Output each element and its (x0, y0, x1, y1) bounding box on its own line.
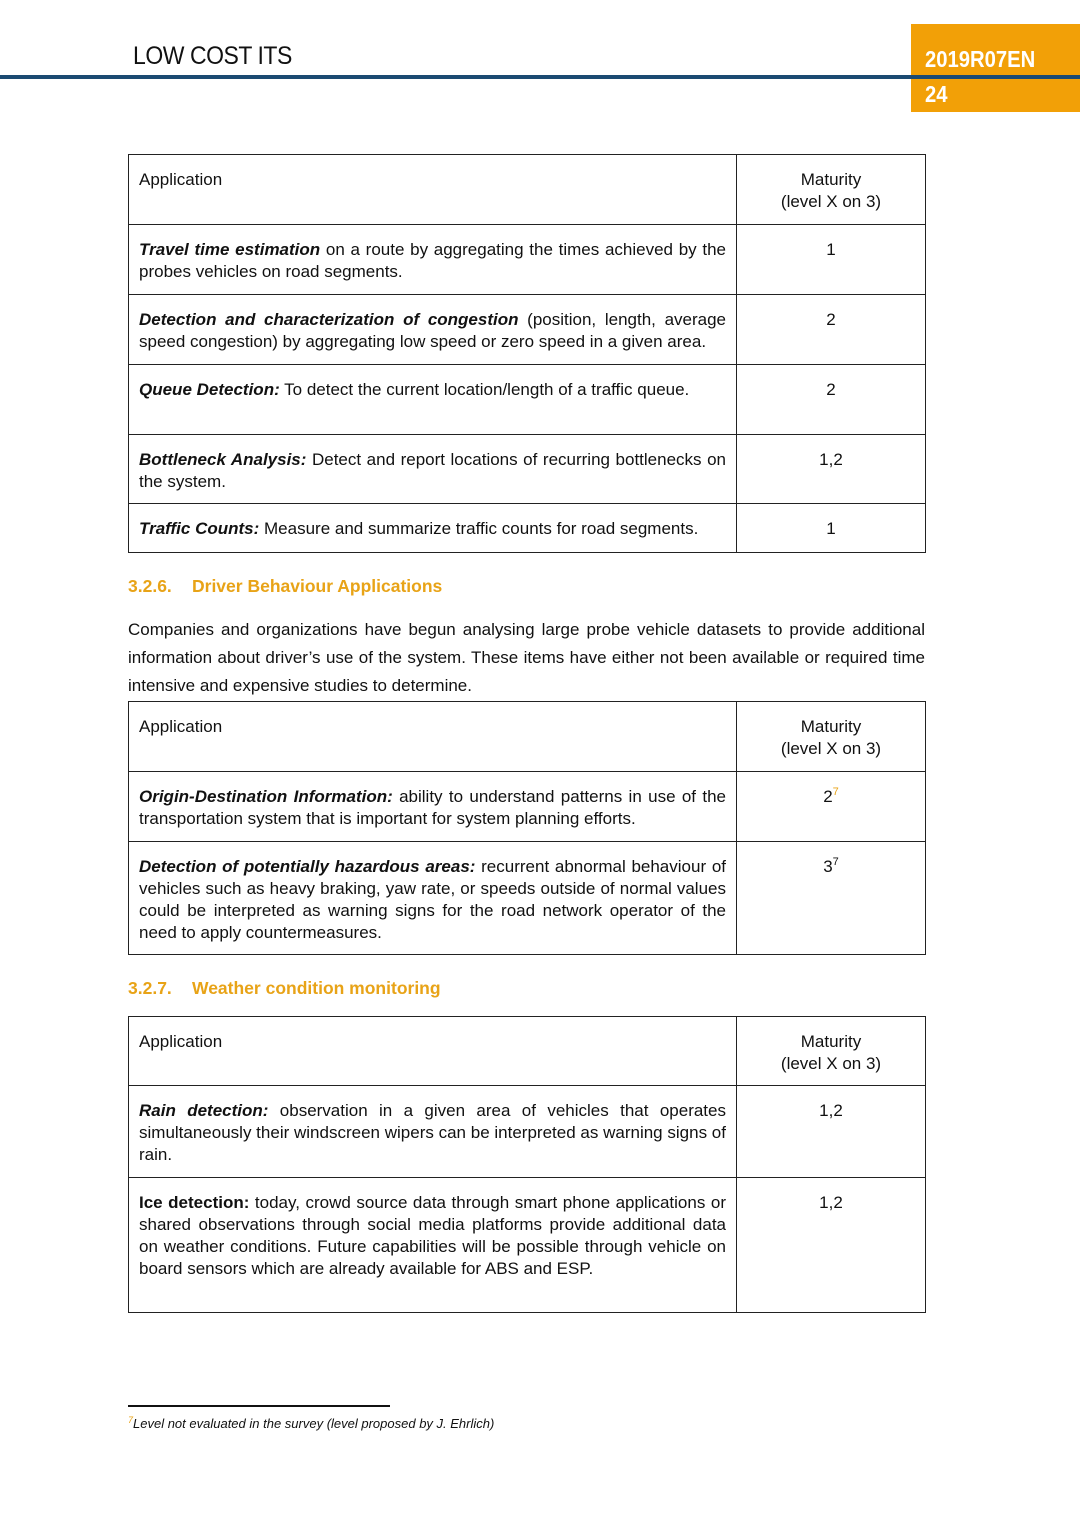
table-row (129, 435, 926, 504)
application-description: on a route by aggregating the times achieved by the probes vehicles on road segments. (139, 240, 726, 281)
application-name: Rain detection: (139, 1101, 269, 1120)
maturity-value: 3 (823, 857, 833, 876)
column-header-application: Application (129, 155, 737, 225)
driver-behaviour-table (128, 701, 926, 955)
table-header-row (129, 155, 926, 225)
maturity-scale-label: (level X on 3) (780, 1054, 882, 1073)
footnote-reference[interactable]: 7 (832, 856, 839, 868)
application-description: today, crowd source data through smart phone applications or shared observations through social media platforms provide additional data on weather conditions. Future capabilities will be possible through vehicle on board sensors which are already available for ABS and ESP. (139, 1193, 726, 1278)
table-row (129, 842, 926, 955)
table-row (129, 225, 926, 295)
application-name: Travel time estimation (139, 240, 321, 259)
column-header-application: Application (129, 702, 737, 772)
footnote (128, 1416, 494, 1431)
section-number: 3.2.7. (128, 978, 172, 998)
application-description: recurrent abnormal behaviour of vehicles such as heavy braking, yaw rate, or speeds outside of normal values could be interpreted as warning signs for the road network operator of the need to apply countermeasures. (139, 857, 726, 942)
column-header-maturity (737, 1017, 926, 1086)
table-row (129, 504, 926, 553)
weather-monitoring-table (128, 1016, 926, 1313)
maturity-scale-label: (level X on 3) (780, 192, 882, 211)
application-name: Traffic Counts: (139, 519, 260, 538)
section-paragraph: Companies and organizations have begun analysing large probe vehicle datasets to provide additional information about driver’s use of the system. These items have either not been available or required time intensive and expensive studies to determine. (128, 620, 925, 695)
table-header-row (129, 702, 926, 772)
application-description: To detect the current location/length of a traffic queue. (279, 380, 690, 399)
application-cell (129, 1178, 737, 1313)
maturity-cell: 2 (737, 365, 926, 435)
table-row (129, 1178, 926, 1313)
section-title: Driver Behaviour Applications (192, 576, 443, 596)
section-number: 3.2.6. (128, 576, 172, 596)
maturity-value: 2 (823, 787, 833, 806)
table-row (129, 365, 926, 435)
header-rule (0, 75, 1080, 79)
maturity-cell: 1 (737, 504, 926, 553)
document-code: 2019R07EN (925, 46, 1036, 72)
table-row (129, 1086, 926, 1178)
footnote-marker: 7 (128, 1415, 134, 1425)
maturity-label: Maturity (800, 1032, 862, 1051)
page-number: 24 (925, 81, 948, 107)
maturity-label: Maturity (800, 717, 862, 736)
maturity-scale-label: (level X on 3) (780, 739, 882, 758)
application-description: observation in a given area of vehicles that operates simultaneously their windscreen wipers can be interpreted as warning signs of rain. (139, 1101, 726, 1164)
application-name: Origin-Destination Information: (139, 787, 393, 806)
document-title: LOW COST ITS (133, 42, 292, 70)
application-cell (129, 435, 737, 504)
column-header-maturity (737, 702, 926, 772)
application-name: Bottleneck Analysis: (139, 450, 307, 469)
application-description: Detect and report locations of recurring bottlenecks on the system. (139, 450, 726, 491)
table-row (129, 295, 926, 365)
column-header-application: Application (129, 1017, 737, 1086)
application-name: Queue Detection: (139, 380, 280, 399)
maturity-cell: 1,2 (737, 1178, 926, 1313)
maturity-cell: 1,2 (737, 435, 926, 504)
maturity-label: Maturity (800, 170, 862, 189)
application-cell (129, 225, 737, 295)
application-cell (129, 1086, 737, 1178)
maturity-cell: 1,2 (737, 1086, 926, 1178)
application-description: Measure and summarize traffic counts for road segments. (259, 519, 699, 538)
application-cell (129, 295, 737, 365)
application-cell (129, 504, 737, 553)
footnote-separator (128, 1405, 390, 1407)
footnote-reference[interactable]: 7 (832, 786, 839, 798)
table-header-row (129, 1017, 926, 1086)
maturity-cell (737, 772, 926, 842)
application-description: (position, length, average speed congestion) by aggregating low speed or zero speed in a given area. (139, 310, 726, 351)
table-row (129, 772, 926, 842)
application-name: Ice detection: (139, 1193, 250, 1212)
application-name: Detection of potentially hazardous areas: (139, 857, 476, 876)
section-title: Weather condition monitoring (192, 978, 441, 998)
traffic-applications-table (128, 154, 926, 553)
application-cell (129, 772, 737, 842)
section-heading-driver-behaviour (128, 576, 442, 597)
column-header-maturity (737, 155, 926, 225)
application-description: ability to understand patterns in use of the transportation system that is important for system planning efforts. (139, 787, 726, 828)
document-code-badge (911, 24, 1080, 112)
application-cell (129, 365, 737, 435)
maturity-cell: 1 (737, 225, 926, 295)
application-name: Detection and characterization of congestion (139, 310, 519, 329)
maturity-cell: 2 (737, 295, 926, 365)
maturity-cell (737, 842, 926, 955)
application-cell (129, 842, 737, 955)
section-heading-weather-monitoring (128, 978, 441, 999)
footnote-text: Level not evaluated in the survey (level proposed by J. Ehrlich) (133, 1416, 495, 1431)
